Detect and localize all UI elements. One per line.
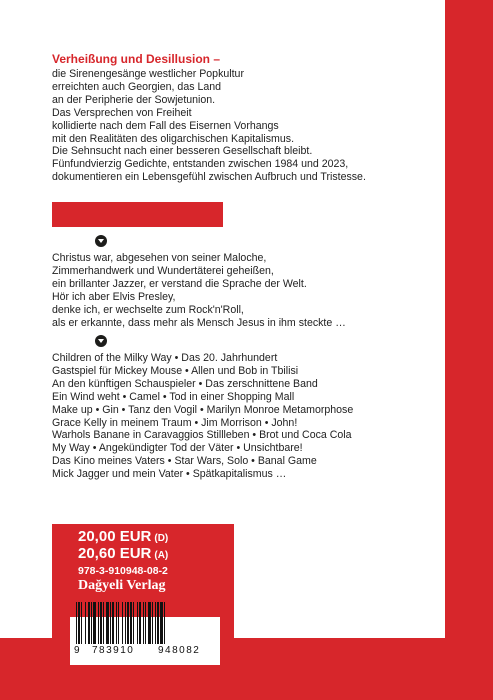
barcode-bar [122, 602, 123, 644]
barcode-bar [155, 602, 156, 644]
barcode-bar [93, 602, 96, 644]
isbn-number: 978-3-910948-08-2 [78, 565, 168, 577]
barcode-bar [143, 602, 144, 644]
titles-line: Mick Jagger und mein Vater • Spätkapitalismus … [52, 468, 287, 481]
down-arrow-circle-icon [95, 235, 107, 247]
barcode-bar [98, 602, 99, 644]
titles-line: Warhols Banane in Caravaggios Stillleben • Brot und Coca Cola [52, 429, 352, 442]
barcode-bar [85, 602, 86, 644]
barcode-bar [127, 602, 129, 644]
barcode-bar [137, 602, 138, 644]
red-divider-bar [52, 202, 223, 227]
blurb-line: Das Versprechen von Freiheit [52, 106, 192, 119]
barcode-bar [118, 602, 119, 644]
poem-titles-list [52, 352, 353, 481]
barcode-bar [88, 602, 90, 644]
blurb-line: mit den Realitäten des oligarchischen Kapitalismus. [52, 132, 295, 145]
barcode-left-group: 783910 [92, 645, 135, 656]
price-germany [78, 528, 168, 546]
price-amount: 20,60 EUR [78, 545, 152, 562]
poem-line: Hör ich aber Elvis Presley, [52, 290, 176, 303]
barcode-bar [148, 602, 151, 644]
blurb-line: an der Peripherie der Sowjetunion. [52, 93, 216, 106]
barcode-bar [81, 602, 82, 644]
down-arrow-circle-icon [95, 335, 107, 347]
blurb-line: dokumentieren ein Lebensgefühl zwischen Aufbruch und Tristesse. [52, 171, 366, 184]
titles-line: Das Kino meines Vaters • Star Wars, Solo • Banal Game [52, 455, 317, 468]
poem-line: als er erkannte, dass mehr als Mensch Jesus in ihm steckte … [52, 316, 346, 329]
poem-line: ein brillanter Jazzer, er verstand die Sprache der Welt. [52, 277, 307, 290]
barcode-bar [164, 602, 165, 644]
barcode-bar [157, 602, 159, 644]
blurb-line: erreichten auch Georgien, das Land [52, 80, 222, 93]
barcode-bar [110, 602, 111, 644]
right-red-band [445, 0, 493, 700]
poem-line: denke ich, er wechselte zum Rock'n'Roll, [52, 303, 244, 316]
blurb-line: Die Sehnsucht nach einer besseren Gesellschaft bleibt. [52, 145, 313, 158]
blurb-line: Fünfundvierzig Gedichte, entstanden zwischen 1984 und 2023, [52, 158, 349, 171]
titles-line: My Way • Angekündigter Tod der Väter • Unsichtbare! [52, 442, 303, 455]
price-austria [78, 545, 168, 563]
titles-line: Gastspiel für Mickey Mouse • Allen und Bob in Tbilisi [52, 364, 299, 377]
titles-line: Make up • Gin • Tanz den Vogil • Marilyn Monroe Metamorphose [52, 403, 354, 416]
barcode-bar [100, 602, 102, 644]
barcode-bar [133, 602, 134, 644]
price-amount: 20,00 EUR [78, 528, 152, 545]
titles-line: Children of the Milky Way • Das 20. Jahrhundert [52, 352, 278, 364]
barcode-bar [130, 602, 132, 644]
blurb-text [52, 68, 366, 184]
barcode [74, 602, 216, 644]
poem-excerpt [52, 252, 346, 329]
blurb-headline: Verheißung und Desillusion – [52, 52, 221, 66]
barcode-bar [76, 602, 77, 644]
barcode-bar [160, 602, 163, 644]
barcode-bar [106, 602, 109, 644]
barcode-bar [103, 602, 104, 644]
barcode-bar [78, 602, 80, 644]
barcode-bar [112, 602, 114, 644]
titles-line: An den künftigen Schauspieler • Das zerschnittene Band [52, 377, 318, 390]
barcode-first-digit: 9 [74, 645, 80, 656]
titles-line: Ein Wind weht • Camel • Tod in einer Shopping Mall [52, 390, 295, 403]
blurb-line: kollidierte nach dem Fall des Eisernen Vorhangs [52, 119, 279, 132]
barcode-bar [152, 602, 153, 644]
price-country: (A) [154, 550, 169, 561]
barcode-bar [145, 602, 146, 644]
barcode-bar [91, 602, 92, 644]
poem-line: Christus war, abgesehen von seiner Maloche, [52, 252, 267, 264]
barcode-bar [125, 602, 126, 644]
poem-line: Zimmerhandwerk und Wundertäterei geheißen, [52, 264, 274, 277]
barcode-bar [139, 602, 141, 644]
titles-line: Grace Kelly in meinem Traum • Jim Morrison • John! [52, 416, 298, 429]
barcode-bar [116, 602, 117, 644]
publisher-name: Dağyeli Verlag [78, 578, 166, 593]
barcode-right-group: 948082 [158, 645, 201, 656]
price-country: (D) [154, 533, 169, 544]
blurb-line: die Sirenengesänge westlicher Popkultur [52, 68, 244, 80]
